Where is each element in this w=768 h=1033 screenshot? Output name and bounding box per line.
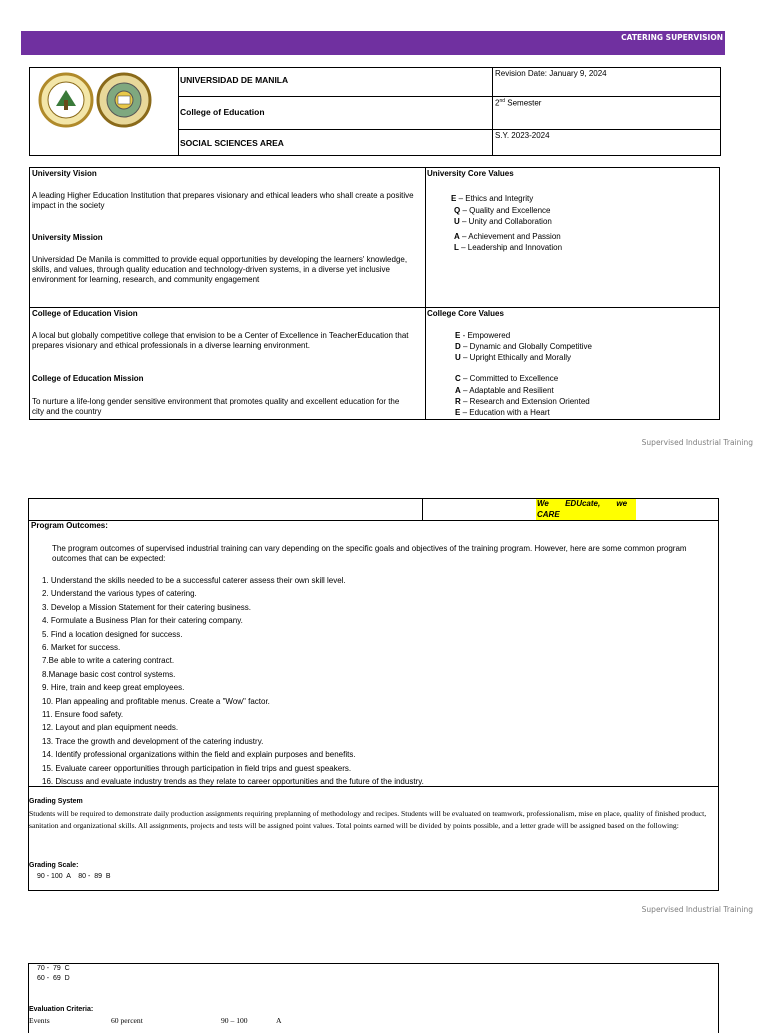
university-mission-text: Universidad De Manila is committed to provide equal opportunities by developing the learners' knowledge, skills, and values, through quality education and technology-driven systems, in a diverse yet inclusive environment for learning, research, and community engagement [32, 255, 408, 284]
college-mission-title: College of Education Mission [32, 374, 144, 383]
evaluation-criteria-title: Evaluation Criteria: [29, 1006, 94, 1013]
list-item: 7.Be able to write a catering contract. [42, 656, 175, 666]
program-outcomes-intro: The program outcomes of supervised industrial training can vary depending on the specific goals and objectives of the training program. However, here are some common program outcomes that can be expected: [52, 544, 687, 563]
program-outcomes-title: Program Outcomes: [31, 521, 108, 530]
logo-cell [30, 68, 178, 155]
page-footer: Supervised Industrial Training [641, 438, 753, 447]
grading-box [28, 786, 719, 891]
list-item: 9. Hire, train and keep great employees. [42, 683, 185, 693]
list-item: 3. Develop a Mission Statement for their catering business. [42, 602, 251, 612]
semester-word: Semester [505, 98, 542, 108]
grading-scale-line: 60 - 69 D [37, 975, 70, 982]
list-item: 5. Find a location designed for success. [42, 629, 183, 639]
university-vision-text: A leading Higher Education Institution that prepares visionary and ethical leaders who shall create a positive impact in the society [32, 191, 414, 210]
list-item: 16. Discuss and evaluate industry trends as they relate to career opportunities and the future of the industry. [42, 777, 424, 787]
core-value-item: U – Unity and Collaboration [454, 217, 552, 226]
core-value-item: E - Empowered [455, 331, 511, 340]
core-value-item: A – Adaptable and Resilient [455, 386, 554, 395]
core-value-item: C – Committed to Excellence [455, 374, 559, 383]
core-value-item: A – Achievement and Passion [454, 232, 561, 241]
semester [493, 97, 721, 130]
list-item: 14. Identify professional organizations within the field and explain purposes and benefits. [42, 750, 356, 760]
college-name: College of Education [179, 97, 493, 130]
university-seal-logo [34, 70, 182, 130]
university-mission-title: University Mission [32, 233, 103, 242]
grading-scale-line: 70 - 79 C [37, 965, 70, 972]
college-vision-text: A local but globally competitive college that envision to be a Center of Excellence in TeacherEducation that prepares visionary and ethical professionals in a diverse learning environment. [32, 331, 409, 350]
core-value-item: R – Research and Extension Oriented [455, 397, 590, 406]
college-mission-text: To nurture a life-long gender sensitive environment that promotes quality and excellent education for the city and the country [32, 397, 400, 416]
vision-mission-table [29, 167, 720, 420]
list-item: 6. Market for success. [42, 643, 121, 653]
core-value-item: E – Ethics and Integrity [451, 194, 534, 203]
page-footer: Supervised Industrial Training [641, 905, 753, 914]
header-bar [21, 31, 725, 55]
grading-scale-title: Grading Scale: [29, 862, 79, 869]
grading-title: Grading System [29, 798, 83, 805]
slogan-line-2: CARE [537, 510, 560, 519]
program-outcomes-list [42, 574, 424, 789]
list-item: 13. Trace the growth and development of the catering industry. [42, 736, 264, 746]
list-item: 15. Evaluate career opportunities through participation in field trips and guest speakers. [42, 763, 352, 773]
header-title: CATERING SUPERVISION [621, 33, 723, 42]
school-year: S.Y. 2023-2024 [495, 131, 550, 140]
criteria-item: Events [29, 1016, 50, 1025]
area-name: SOCIAL SCIENCES AREA [180, 138, 284, 148]
list-item: 4. Formulate a Business Plan for their catering company. [42, 616, 243, 626]
list-item: 10. Plan appealing and profitable menus. Create a "Wow" factor. [42, 696, 270, 706]
core-value-item: E – Education with a Heart [455, 408, 550, 417]
core-value-item: Q – Quality and Excellence [454, 206, 551, 215]
slogan-row [28, 498, 719, 521]
core-value-item: U – Upright Ethically and Morally [455, 353, 572, 362]
college-core-values-title: College Core Values [427, 309, 504, 318]
list-item: 11. Ensure food safety. [42, 710, 124, 720]
core-value-item: D – Dynamic and Globally Competitive [455, 342, 592, 351]
university-vision-title: University Vision [32, 169, 97, 178]
institution-names [178, 68, 493, 155]
semester-number: 2 [495, 98, 500, 108]
criteria-grade: A [276, 1016, 282, 1025]
list-item: 2. Understand the various types of catering. [42, 589, 197, 599]
institution-header [29, 67, 721, 156]
slogan-line-1: We EDUcate, we [537, 499, 628, 508]
grading-text: Students will be required to demonstrate daily production assignments requiring preplanning of methodology and recipes. Students will be evaluated on teamwork, professionalism, mise en place, quality of finished product, sanitation and organizational skills. All assignments, projects and tests will be assigned point values. Total points earned will be divided by points possible, and a letter grade will be assigned based on the following: [29, 809, 707, 830]
list-item: 12. Layout and plan equipment needs. [42, 723, 179, 733]
document-info [492, 68, 721, 155]
evaluation-box [28, 963, 719, 1033]
university-core-values-title: University Core Values [427, 169, 514, 178]
criteria-range: 90 – 100 [221, 1016, 248, 1025]
core-value-item: L – Leadership and Innovation [454, 243, 563, 252]
semester-suffix: nd [499, 98, 506, 104]
revision-date: Revision Date: January 9, 2024 [493, 68, 721, 97]
list-item: 1. Understand the skills needed to be a successful caterer assess their own skill level. [42, 576, 346, 585]
college-vision-title: College of Education Vision [32, 309, 138, 318]
grading-scale-line: 90 - 100 A 80 - 89 B [37, 873, 111, 880]
university-name: UNIVERSIDAD DE MANILA [179, 68, 493, 97]
list-item: 8.Manage basic cost control systems. [42, 669, 176, 679]
criteria-percent: 60 percent [111, 1016, 143, 1025]
